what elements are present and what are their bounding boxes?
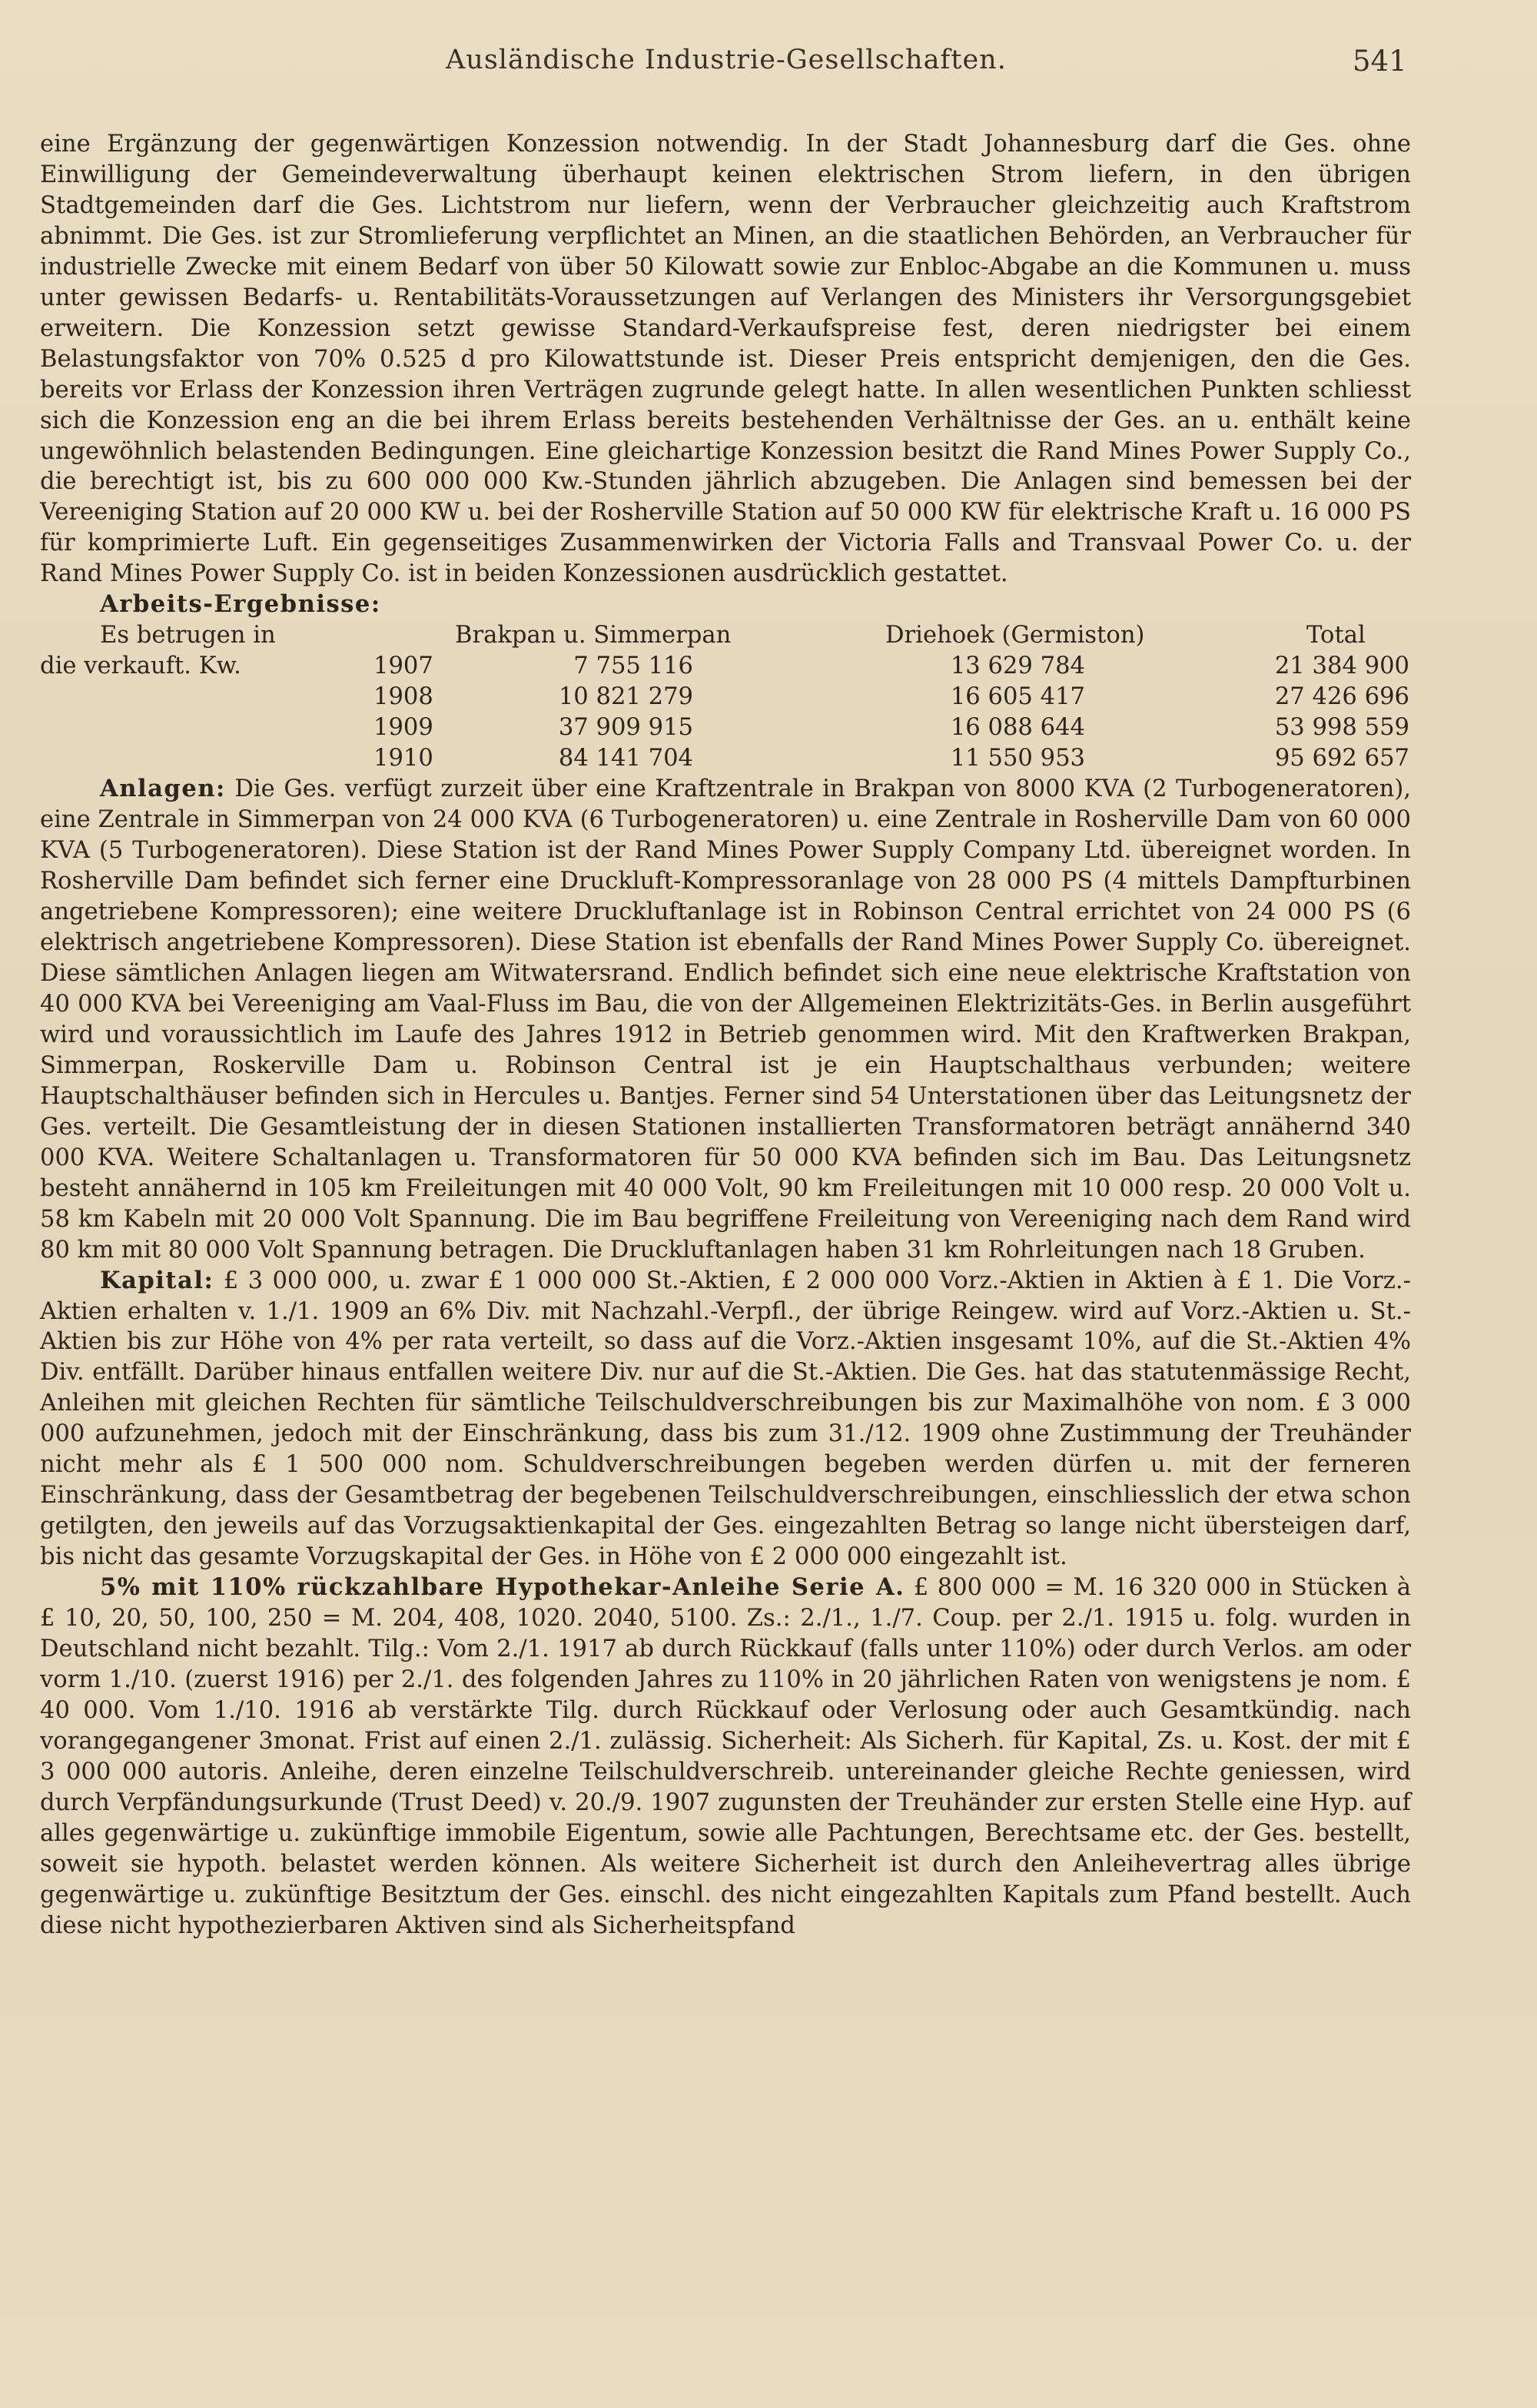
results-label-line1: Es betrugen in [100,622,276,649]
column-header-total: Total [1306,622,1366,649]
row-year: 1907 [373,653,433,680]
cell-total: 95 692 657 [1274,745,1409,772]
cell-total: 27 426 696 [1274,683,1409,711]
row-year: 1909 [373,714,433,742]
column-header-driehoek: Driehoek (Germiston) [885,622,1145,649]
table-row [40,743,1411,774]
table-row [40,712,1411,743]
cell-driehoek: 11 550 953 [950,745,1085,772]
body-text [40,129,1411,1941]
anlagen-text: Die Ges. verfügt zurzeit über eine Kraftzentrale in Brakpan von 8000 KVA (2 Turbogeneratoren), eine Zentrale in Simmerpan von 24 000 KVA (6 Turbogeneratoren) u. eine Zentrale in Rosherville Dam von 60 000 KVA (5 Turbogeneratoren). Diese Station ist der Rand Mines Power Supply Company Ltd. übereignet worden. In Rosherville Dam befindet sich ferner eine Druckluft-Kompressoranlage von 28 000 PS (4 mittels Dampfturbinen angetriebene Kompressoren); eine weitere Druckluftanlage ist in Robinson Central errichtet von 24 000 PS (6 elektrisch angetriebene Kompressoren). Diese Station ist ebenfalls der Rand Mines Power Supply Co. übereignet. Diese sämtlichen Anlagen liegen am Witwatersrand. Endlich befindet sich eine neue elektrische Kraftstation von 40 000 KVA bei Vereeniging am Vaal-Fluss im Bau, die von der Allgemeinen Elektrizitäts-Ges. in Berlin ausgeführt wird und voraussichtlich im Laufe des Jahres 1912 in Betrieb genommen wird. Mit den Kraftwerken Brakpan, Simmerpan, Roskerville Dam u. Robinson Central ist je ein Hauptschalthaus verbunden; weitere Hauptschalthäuser befinden sich in Hercules u. Bantjes. Ferner sind 54 Unterstationen über das Leitungsnetz der Ges. verteilt. Die Gesamtleistung der in diesen Stationen installierten Transformatoren beträgt annähernd 340 000 KVA. Weitere Schaltanlagen u. Transformatoren für 50 000 KVA befinden sich im Bau. Das Leitungsnetz besteht annähernd in 105 km Freileitungen mit 40 000 Volt, 90 km Freileitungen mit 10 000 resp. 20 000 Volt u. 58 km Kabeln mit 20 000 Volt Spannung. Die im Bau begriffene Freileitung von Vereeniging nach dem Rand wird 80 km mit 80 000 Volt Spannung betragen. Die Druckluftanlagen haben 31 km Rohrleitungen nach 18 Gruben. [40,776,1411,1264]
table-row [40,682,1411,712]
anleihe-text: £ 800 000 = M. 16 320 000 in Stücken à £ 10, 20, 50, 100, 250 = M. 204, 408, 1020. 2040, 5100. Zs.: 2./1., 1./7. Coup. per 2./1. 1915 u. folg. wurden in Deutschland nicht bezahlt. Tilg.: Vom 2./1. 1917 ab durch Rückkauf (falls unter 110%) oder durch Verlos. am oder vorm 1./10. (zuerst 1916) per 2./1. des folgenden Jahres zu 110% in 20 jährlichen Raten von wenigstens je nom. £ 40 000. Vom 1./10. 1916 ab verstärkte Tilg. durch Rückkauf oder Verlosung oder auch Gesamtkündig. nach vorangegangener 3monat. Frist auf einen 2./1. zulässig. Sicherheit: Als Sicherh. für Kapital, Zs. u. Kost. der mit £ 3 000 000 autoris. Anleihe, deren einzelne Teilschuldverschreib. untereinander gleiche Rechte geniessen, wird durch Verpfändungsurkunde (Trust Deed) v. 20./9. 1907 zugunsten der Treuhänder zur ersten Stelle eine Hyp. auf alles gegenwärtige u. zukünftige immobile Eigentum, sowie alle Pachtungen, Berechtsame etc. der Ges. bestellt, soweit sie hypoth. belastet werden können. Als weitere Sicherheit ist durch den Anleihevertrag alles übrige gegenwärtige u. zukünftige Besitztum der Ges. einschl. des nicht eingezahlten Kapitals zum Pfand bestellt. Auch diese nicht hypothezierbaren Aktiven sind als Sicherheitspfand [40,1574,1411,1939]
results-title: Arbeits-Ergebnisse: [100,590,381,619]
cell-driehoek: 13 629 784 [950,653,1085,680]
kapital-text: £ 3 000 000, u. zwar £ 1 000 000 St.-Aktien, £ 2 000 000 Vorz.-Aktien in Aktien à £ 1. Die Vorz.-Aktien erhalten v. 1./1. 1909 an 6% Div. mit Nachzahl.-Verpfl., der übrige Reingew. wird auf Vorz.-Aktien u. St.-Aktien bis zur Höhe von 4% per rata verteilt, so dass auf die Vorz.-Aktien insgesamt 10%, auf die St.-Aktien 4% Div. entfällt. Darüber hinaus entfallen weitere Div. nur auf die St.-Aktien. Die Ges. hat das statutenmässige Recht, Anleihen mit gleichen Rechten für sämtliche Teilschuldverschreibungen bis zur Maximalhöhe von nom. £ 3 000 000 aufzunehmen, jedoch mit der Einschränkung, dass bis zum 31./12. 1909 ohne Zustimmung der Treuhänder nicht mehr als £ 1 500 000 nom. Schuldverschreibungen begeben werden dürfen u. mit der ferneren Einschränkung, dass der Gesamtbetrag der begebenen Teilschuldverschreibungen, einschliesslich der etwa schon getilgten, den jeweils auf das Vorzugsaktienkapital der Ges. eingezahlten Betrag so lange nicht übersteigen darf, bis nicht das gesamte Vorzugskapital der Ges. in Höhe von £ 2 000 000 eingezahlt ist. [40,1267,1411,1571]
paragraph-konzession: eine Ergänzung der gegenwärtigen Konzession notwendig. In der Stadt Johannesburg darf die Ges. ohne Einwilligung der Gemeindeverwaltung überhaupt keinen elektrischen Strom liefern, in den übrigen Stadtgemeinden darf die Ges. Lichtstrom nur liefern, wenn der Verbraucher gleichzeitig auch Kraftstrom abnimmt. Die Ges. ist zur Stromlieferung verpflichtet an Minen, an die staatlichen Behörden, an Verbraucher für industrielle Zwecke mit einem Bedarf von über 50 Kilowatt sowie zur Enbloc-Abgabe an die Kommunen u. muss unter gewissen Bedarfs- u. Rentabilitäts-Voraussetzungen auf Verlangen des Ministers ihr Versorgungsgebiet erweitern. Die Konzession setzt gewisse Standard-Verkaufspreise fest, deren niedrigster bei einem Belastungsfaktor von 70% 0.525 d pro Kilowattstunde ist. Dieser Preis entspricht demjenigen, den die Ges. bereits vor Erlass der Konzession ihren Verträgen zugrunde gelegt hatte. In allen wesentlichen Punkten schliesst sich die Konzession eng an die bei ihrem Erlass bereits bestehenden Verhältnisse der Ges. an u. enthält keine ungewöhnlich belastenden Bedingungen. Eine gleichartige Konzession besitzt die Rand Mines Power Supply Co., die berechtigt ist, bis zu 600 000 000 Kw.-Stunden jährlich abzugeben. Die Anlagen sind bemessen bei der Vereeniging Station auf 20 000 KW u. bei der Rosherville Station auf 50 000 KW für elektrische Kraft u. 16 000 PS für komprimierte Luft. Ein gegenseitiges Zusammenwirken der Victoria Falls and Transvaal Power Co. u. der Rand Mines Power Supply Co. ist in beiden Konzessionen ausdrücklich gestattet. [40,131,1411,588]
cell-brakpan: 10 821 279 [558,683,693,711]
section-label-anlagen: Anlagen: [100,775,226,803]
paragraph-anlagen [40,774,1411,1265]
cell-driehoek: 16 605 417 [950,683,1085,711]
row-year: 1910 [373,745,433,772]
section-label-kapital: Kapital: [100,1266,214,1294]
page-header [0,45,1537,91]
page-number: 541 [1353,45,1407,78]
table-row [40,651,1411,682]
results-table [40,590,1411,774]
cell-total: 21 384 900 [1274,653,1409,680]
cell-brakpan: 84 141 704 [558,745,693,772]
cell-driehoek: 16 088 644 [950,714,1085,742]
paragraph-anleihe [40,1573,1411,1941]
cell-brakpan: 37 909 915 [558,714,693,742]
row-year: 1908 [373,683,433,711]
results-label-line2: die verkauft. Kw. [40,653,241,680]
column-header-brakpan: Brakpan u. Simmerpan [455,622,732,649]
section-label-anleihe: 5% mit 110% rückzahlbare Hypothekar-Anleihe Serie A. [100,1573,905,1602]
cell-total: 53 998 559 [1274,714,1409,742]
running-title: Ausländische Industrie-Gesellschaften. [446,45,1007,75]
cell-brakpan: 7 755 116 [573,653,693,680]
paragraph-kapital [40,1266,1411,1573]
